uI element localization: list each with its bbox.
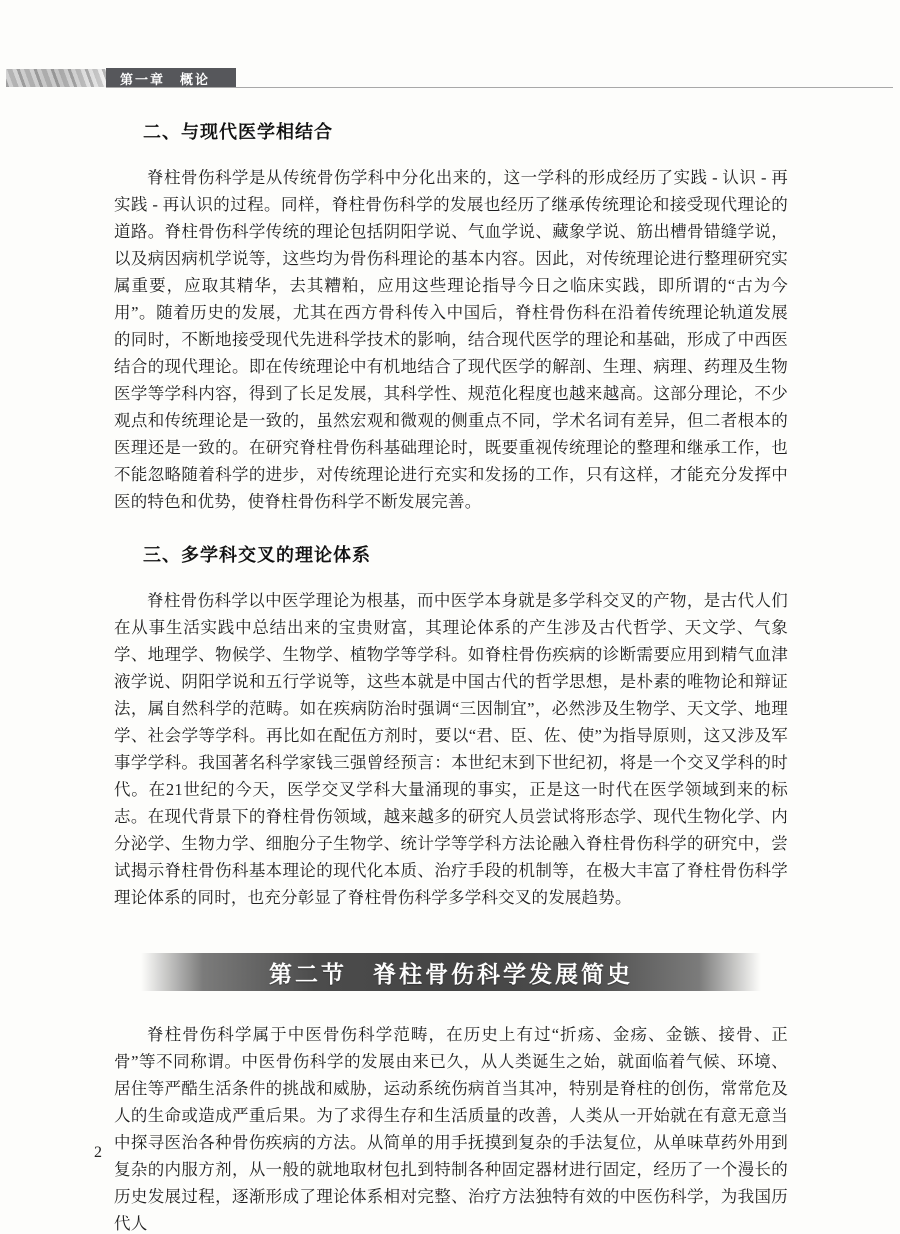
paragraph-history: 脊柱骨伤科学属于中医骨伤科学范畴，在历史上有过“折疡、金疡、金镞、接骨、正骨”等不同称谓。中医骨伤科学的发展由来已久，从人类诞生之始，就面临着气候、环境、居住等严酷生活条件的挑战和威胁，运动系统伤病首当其冲，特别是脊柱的创伤，常常危及人的生命或造成严重后果。为了求得生存和生活质量的改善，人类从一开始就在有意无意当中探寻医治各种骨伤疾病的方法。从简单的用手抚摸到复杂的手法复位，从单味草药外用到复杂的内服方剂，从一般的就地取材包扎到特制各种固定器材进行固定，经历了一个漫长的历史发展过程，逐渐形成了理论体系相对完整、治疗方法独特有效的中医伤科学，为我国历代人 bbox=[114, 1025, 788, 1233]
subsection-heading-multidisciplinary: 三、多学科交叉的理论体系 bbox=[143, 545, 371, 565]
page-number: 2 bbox=[94, 1144, 102, 1161]
page-content bbox=[114, 118, 788, 1234]
subsection-heading-modern-medicine: 二、与现代医学相结合 bbox=[143, 122, 333, 142]
chapter-title: 第一章 概论 bbox=[120, 71, 211, 87]
running-header bbox=[0, 68, 900, 90]
header-rule bbox=[106, 87, 893, 88]
chapter-header-bar bbox=[106, 68, 236, 88]
header-decoration-texture bbox=[6, 69, 106, 87]
section-banner bbox=[141, 953, 761, 991]
paragraph-multidisciplinary: 脊柱骨伤科学以中医学理论为根基，而中医学本身就是多学科交叉的产物，是古代人们在从事生活实践中总结出来的宝贵财富，其理论体系的产生涉及古代哲学、天文学、气象学、地理学、物候学、生物学、植物学等学科。如脊柱骨伤疾病的诊断需要应用到精气血津液学说、阴阳学说和五行学说等，这些本就是中国古代的哲学思想，是朴素的唯物论和辩证法，属自然科学的范畴。如在疾病防治时强调“三因制宜”，必然涉及生物学、天文学、地理学、社会学等学科。再比如在配伍方剂时，要以“君、臣、佐、使”为指导原则，这又涉及军事学学科。我国著名科学家钱三强曾经预言：本世纪末到下世纪初，将是一个交叉学科的时代。在21世纪的今天，医学交叉学科大量涌现的事实，正是这一时代在医学领域到来的标志。在现代背景下的脊柱骨伤领域，越来越多的研究人员尝试将形态学、现代生物化学、内分泌学、生物力学、细胞分子生物学、统计学等学科方法论融入脊柱骨伤科学的研究中，尝试揭示脊柱骨伤科基本理论的现代化本质、治疗手段的机制等，在极大丰富了脊柱骨伤科学理论体系的同时，也充分彰显了脊柱骨伤科学多学科交叉的发展趋势。 bbox=[114, 591, 788, 907]
section-banner-title: 第二节 脊柱骨伤科学发展简史 bbox=[269, 960, 633, 987]
paragraph-modern-medicine: 脊柱骨伤科学是从传统骨伤学科中分化出来的，这一学科的形成经历了实践 - 认识 - 再实践 - 再认识的过程。同样，脊柱骨伤科学的发展也经历了继承传统理论和接受现代理论的道路。脊柱骨伤科学传统的理论包括阴阳学说、气血学说、藏象学说、筋出槽骨错缝学说，以及病因病机学说等，这些均为骨伤科理论的基本内容。因此，对传统理论进行整理研究实属重要，应取其精华，去其糟粕，应用这些理论指导今日之临床实践，即所谓的“古为今用”。随着历史的发展，尤其在西方骨科传入中国后，脊柱骨伤科在沿着传统理论轨道发展的同时，不断地接受现代先进科学技术的影响，结合现代医学的理论和基础，形成了中西医结合的现代理论。即在传统理论中有机地结合了现代医学的解剖、生理、病理、药理及生物医学等学科内容，得到了长足发展，其科学性、规范化程度也越来越高。这部分理论，不少观点和传统理论是一致的，虽然宏观和微观的侧重点不同，学术名词有差异，但二者根本的医理还是一致的。在研究脊柱骨伤科基础理论时，既要重视传统理论的整理和继承工作，也不能忽略随着科学的进步，对传统理论进行充实和发扬的工作，只有这样，才能充分发挥中医的特色和优势，使脊柱骨伤科学不断发展完善。 bbox=[114, 168, 788, 511]
